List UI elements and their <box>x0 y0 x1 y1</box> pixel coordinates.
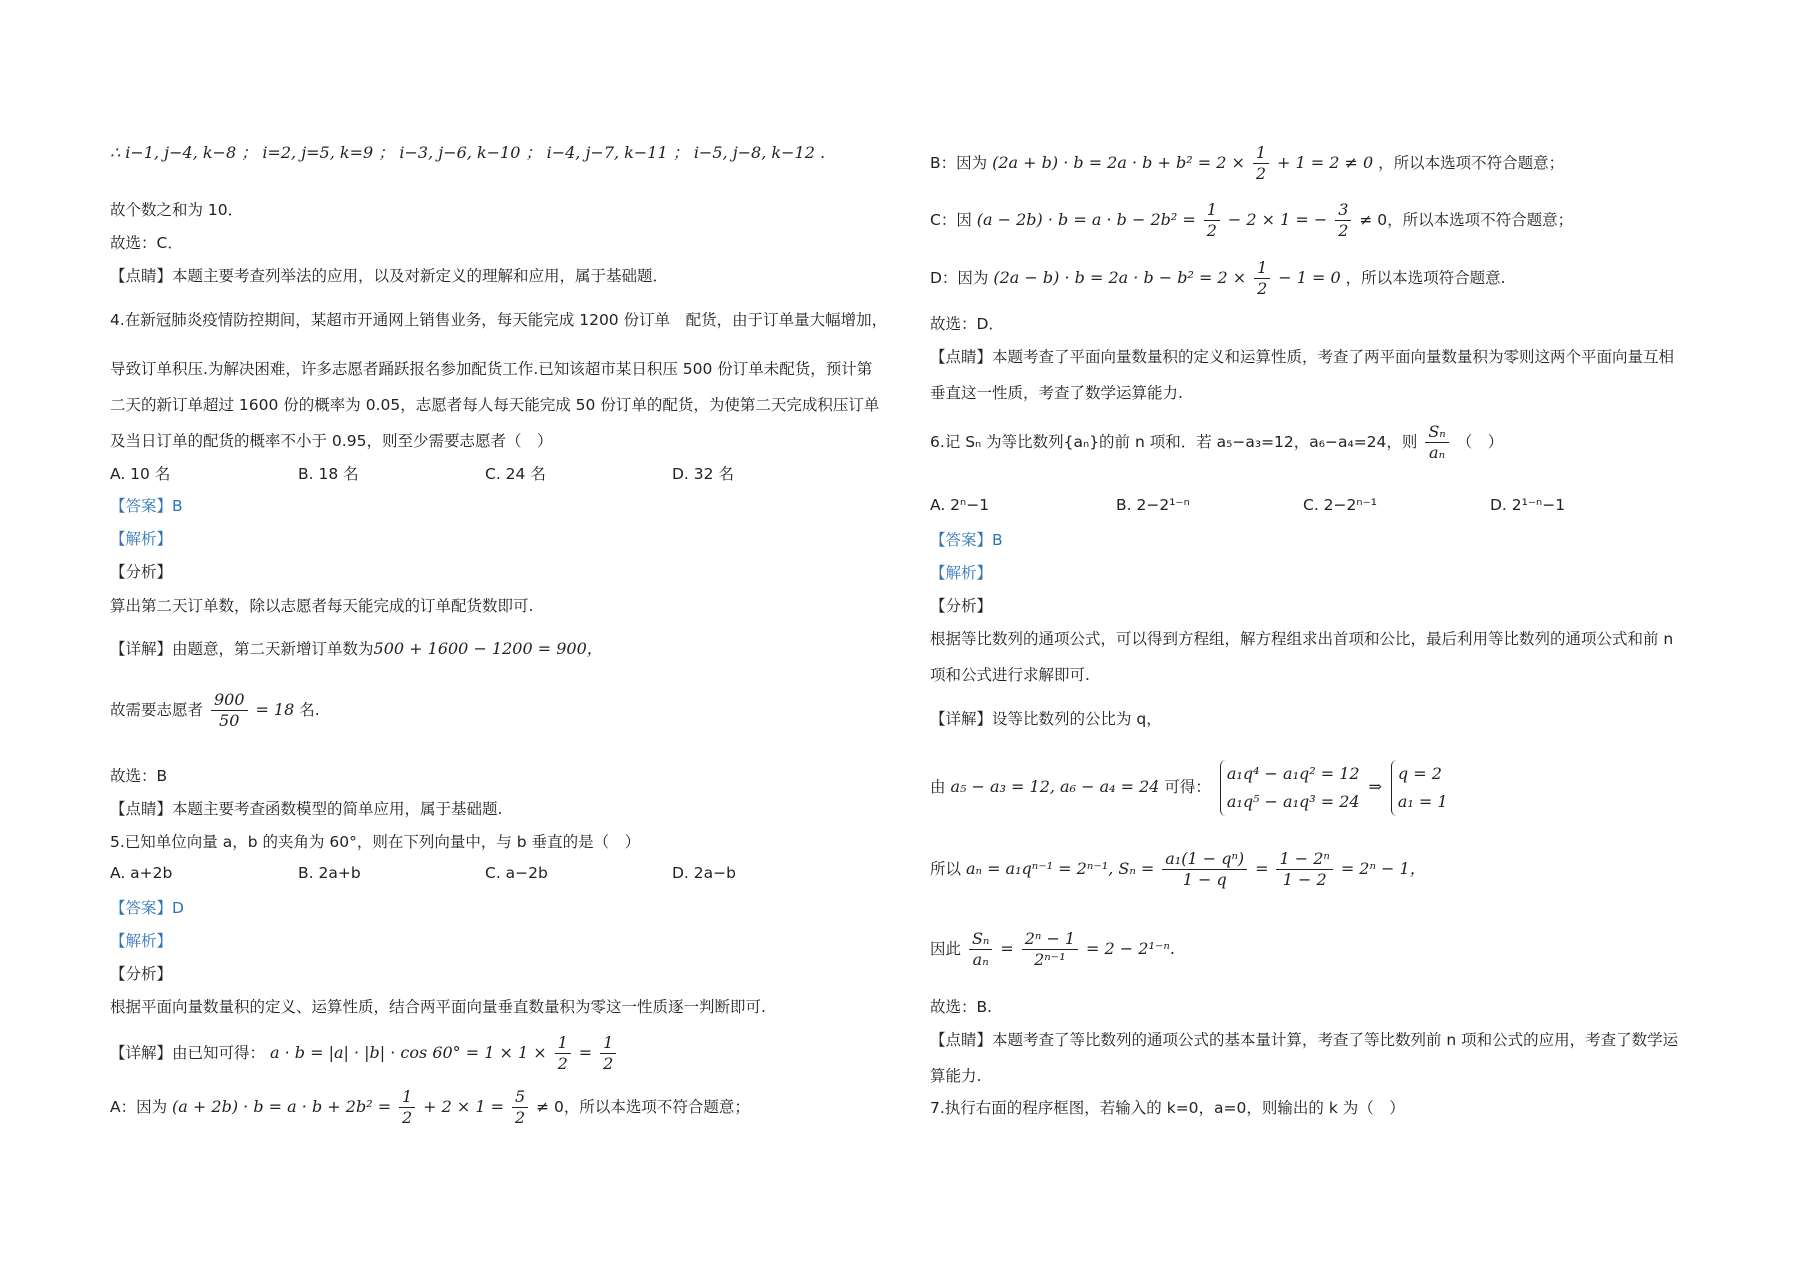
system-brace <box>1220 760 1360 816</box>
fraction <box>1254 258 1270 299</box>
formula-part: + 1 = 2 ≠ 0 <box>1276 153 1374 172</box>
answer-label: 【答案】D <box>110 899 184 917</box>
given-formula: a₅ − a₃ = 12, a₆ − a₄ = 24 <box>950 777 1160 796</box>
fenxi-label: 【分析】 <box>110 563 173 581</box>
formula-tail: = 2 − 2¹⁻ⁿ. <box>1086 939 1175 958</box>
fraction <box>211 690 248 731</box>
numerator: 1 − 2ⁿ <box>1276 849 1332 870</box>
tip-paragraph: 【点睛】本题考查了平面向量数量积的定义和运算性质，考查了两平面向量数量积为零则这两个平面向量互相 <box>930 348 1675 366</box>
question-stem-line <box>930 416 1503 468</box>
formula-part: + 2 × 1 = <box>423 1097 505 1116</box>
fraction <box>1022 929 1078 970</box>
fraction <box>1204 200 1220 241</box>
fenxi-label: 【分析】 <box>930 597 993 615</box>
detail-line: 【详解】设等比数列的公比为 q， <box>930 710 1162 728</box>
denominator: 1 − 2 <box>1282 870 1327 889</box>
denominator: 50 <box>219 711 240 730</box>
numerator: 5 <box>512 1087 528 1108</box>
equals: = <box>578 1043 593 1062</box>
formula: (a + 2b) · b = a · b + 2b² = <box>172 1097 392 1116</box>
conclusion: ≠ 0，所以本选项不符合题意； <box>1359 211 1574 229</box>
left-column <box>0 0 888 1282</box>
answer-choice: 故选：B. <box>930 998 993 1016</box>
volunteer-line <box>110 686 320 734</box>
option-d-check <box>930 255 1506 301</box>
fenxi-label: 【分析】 <box>110 965 173 983</box>
fraction <box>1335 200 1351 241</box>
denominator: 2 <box>557 1054 568 1073</box>
option-d: D. 2¹⁻ⁿ−1 <box>1490 496 1566 514</box>
fraction <box>600 1033 616 1074</box>
fraction <box>1276 849 1332 890</box>
fraction <box>969 929 992 970</box>
formula: aₙ = a₁qⁿ⁻¹ = 2ⁿ⁻¹, Sₙ = <box>965 859 1155 878</box>
numerator: 1 <box>1253 143 1269 164</box>
numerator: Sₙ <box>969 929 992 950</box>
option-b: B. 2−2¹⁻ⁿ <box>1116 496 1190 514</box>
analysis-label: 【解析】 <box>110 932 173 950</box>
numerator: a₁(1 − qⁿ) <box>1162 849 1247 870</box>
numerator: Sₙ <box>1425 422 1448 443</box>
equation-system-line <box>930 752 1452 822</box>
formula-part: − 2 × 1 = − <box>1227 210 1328 229</box>
fenxi-text: 根据等比数列的通项公式，可以得到方程组，解方程组求出首项和公比，最后利用等比数列的通项公式和前 n <box>930 630 1674 648</box>
question-stem-line: 二天的新订单超过 1600 份的概率为 0.05，志愿者每人每天能完成 50 份订单的配货，为使第二天完成积压订单 <box>110 396 880 414</box>
detail-line <box>110 1030 619 1076</box>
ijk-list: ∴ i−1, j−4, k−8 ； i=2, j=5, k=9 ； i−3, j−6, k−10 ； i−4, j−7, k−11 ； i−5, j−8, k−12 . <box>110 143 826 162</box>
equals: = <box>1255 859 1269 878</box>
ratio-line <box>930 925 1175 973</box>
fraction <box>399 1087 415 1128</box>
conclusion: ，所以本选项符合题意. <box>1345 269 1506 287</box>
option-a: A. a+2b <box>110 864 173 882</box>
denominator: 2 <box>1206 221 1217 240</box>
option-d: D. 2a−b <box>672 864 736 882</box>
fraction <box>1162 849 1247 890</box>
numerator: 900 <box>211 690 248 711</box>
denominator: 2 <box>1338 221 1349 240</box>
implies-arrow: ⇒ <box>1368 777 1382 796</box>
so-label: 所以 <box>930 860 962 878</box>
option-c-check <box>930 197 1573 243</box>
unit: 名. <box>299 701 320 719</box>
equation-2: a₁q⁵ − a₁q³ = 24 <box>1226 791 1360 811</box>
formula-part: − 1 = 0 <box>1278 268 1341 287</box>
numerator: 1 <box>1254 258 1270 279</box>
by-label: 由 <box>930 778 946 796</box>
option-a-check <box>110 1084 750 1130</box>
denominator: aₙ <box>972 950 989 969</box>
general-term-line <box>930 845 1426 893</box>
fraction <box>1425 422 1448 463</box>
option-a: A. 10 名 <box>110 465 171 483</box>
tip-paragraph: 算能力. <box>930 1067 982 1085</box>
numerator: 1 <box>555 1033 571 1054</box>
option-c: C. 24 名 <box>485 465 546 483</box>
option-b: B. 2a+b <box>298 864 361 882</box>
denominator: aₙ <box>1429 443 1446 462</box>
question-stem-line: 7.执行右面的程序框图，若输入的 k=0，a=0，则输出的 k 为（ ） <box>930 1099 1405 1117</box>
denominator: 1 − q <box>1182 870 1227 889</box>
option-c: C. 2−2ⁿ⁻¹ <box>1303 496 1377 514</box>
tip-paragraph: 【点睛】本题考查了等比数列的通项公式的基本量计算，考查了等比数列前 n 项和公式的应用，考查了数学运 <box>930 1031 1679 1049</box>
option-d: D. 32 名 <box>672 465 734 483</box>
fenxi-text: 项和公式进行求解即可. <box>930 666 1090 684</box>
denominator: 2ⁿ⁻¹ <box>1034 950 1066 969</box>
fenxi-text: 根据平面向量数量积的定义、运算性质，结合两平面向量垂直数量积为零这一性质逐一判断即可. <box>110 998 766 1016</box>
volunteer-label: 故需要志愿者 <box>110 701 204 719</box>
fraction <box>512 1087 528 1128</box>
right-column <box>920 0 1720 1282</box>
label: A：因为 <box>110 1098 168 1116</box>
result-2: a₁ = 1 <box>1397 791 1448 811</box>
answer-choice: 故选：B <box>110 767 168 785</box>
denominator: 2 <box>1257 279 1268 298</box>
numerator: 2ⁿ − 1 <box>1022 929 1078 950</box>
can-label: 可得： <box>1164 778 1211 796</box>
fenxi-text: 算出第二天订单数，除以志愿者每天能完成的订单配货数即可. <box>110 597 534 615</box>
equation-1: a₁q⁴ − a₁q² = 12 <box>1226 763 1360 783</box>
tip-paragraph: 【点睛】本题主要考查函数模型的简单应用，属于基础题. <box>110 800 503 818</box>
detail-label: 【详解】由已知可得： <box>110 1044 266 1062</box>
stem: 6.记 Sₙ 为等比数列{aₙ}的前 n 项和．若 a₅−a₃=12，a₆−a₄=24，则 <box>930 433 1418 451</box>
numerator: 3 <box>1335 200 1351 221</box>
result-brace <box>1391 760 1448 816</box>
tip-paragraph: 垂直这一性质，考查了数学运算能力. <box>930 384 1183 402</box>
conclusion: ，所以本选项不符合题意； <box>1378 154 1565 172</box>
label: B：因为 <box>930 154 988 172</box>
denominator: 2 <box>515 1108 526 1127</box>
answer-choice: 故选：D． <box>930 315 1004 333</box>
analysis-label: 【解析】 <box>110 530 173 548</box>
result-1: q = 2 <box>1397 763 1442 783</box>
question-stem-line: 及当日订单的配货的概率不小于 0.95，则至少需要志愿者（ ） <box>110 432 553 450</box>
denominator: 2 <box>1255 164 1267 183</box>
denominator: 2 <box>603 1054 614 1073</box>
option-c: C. a−2b <box>485 864 548 882</box>
option-b-check <box>930 140 1564 186</box>
formula: (2a + b) · b = 2a · b + b² = 2 × <box>992 153 1245 172</box>
equals: = <box>1000 939 1014 958</box>
sum-statement: 故个数之和为 10． <box>110 201 244 219</box>
analysis-label: 【解析】 <box>930 564 993 582</box>
hence-label: 因此 <box>930 940 962 958</box>
question-stem-line: 4.在新冠肺炎疫情防控期间，某超市开通网上销售业务，每天能完成 1200 份订单 配货，由于订单量大幅增加， <box>110 311 888 329</box>
question-stem-line: 5.已知单位向量 a，b 的夹角为 60°，则在下列向量中，与 b 垂直的是（ ） <box>110 833 641 851</box>
numerator: 1 <box>600 1033 616 1054</box>
formula: (2a − b) · b = 2a · b − b² = 2 × <box>993 268 1247 287</box>
option-b: B. 18 名 <box>298 465 359 483</box>
numerator: 1 <box>1204 200 1220 221</box>
numerator: 1 <box>399 1087 415 1108</box>
option-a: A. 2ⁿ−1 <box>930 496 990 514</box>
label: D：因为 <box>930 269 989 287</box>
result: = 18 <box>255 700 295 719</box>
denominator: 2 <box>402 1108 413 1127</box>
detail-label: 【详解】由题意，第二天新增订单数为 <box>110 640 374 658</box>
question-stem-line: 导致订单积压.为解决困难，许多志愿者踊跃报名参加配货工作.已知该超市某日积压 500 份订单未配货，预计第 <box>110 360 873 378</box>
answer-label: 【答案】B <box>110 497 183 515</box>
answer-label: 【答案】B <box>930 531 1003 549</box>
conclusion: ≠ 0，所以本选项不符合题意； <box>536 1098 750 1116</box>
paren: （ ） <box>1456 433 1504 451</box>
formula-tail: = 2ⁿ − 1， <box>1340 859 1426 878</box>
tip-paragraph: 【点睛】本题主要考查列举法的应用，以及对新定义的理解和应用，属于基础题． <box>110 267 669 285</box>
detail-formula: 500 + 1600 − 1200 = 900， <box>373 639 603 658</box>
formula: (a − 2b) · b = a · b − 2b² = <box>976 210 1196 229</box>
detail-formula: a · b = |a| · |b| · cos 60° = 1 × 1 × <box>269 1043 547 1062</box>
answer-choice: 故选：C． <box>110 234 183 252</box>
fraction <box>555 1033 571 1074</box>
detail-line <box>110 638 603 660</box>
fraction <box>1253 143 1269 184</box>
label: C：因 <box>930 211 972 229</box>
